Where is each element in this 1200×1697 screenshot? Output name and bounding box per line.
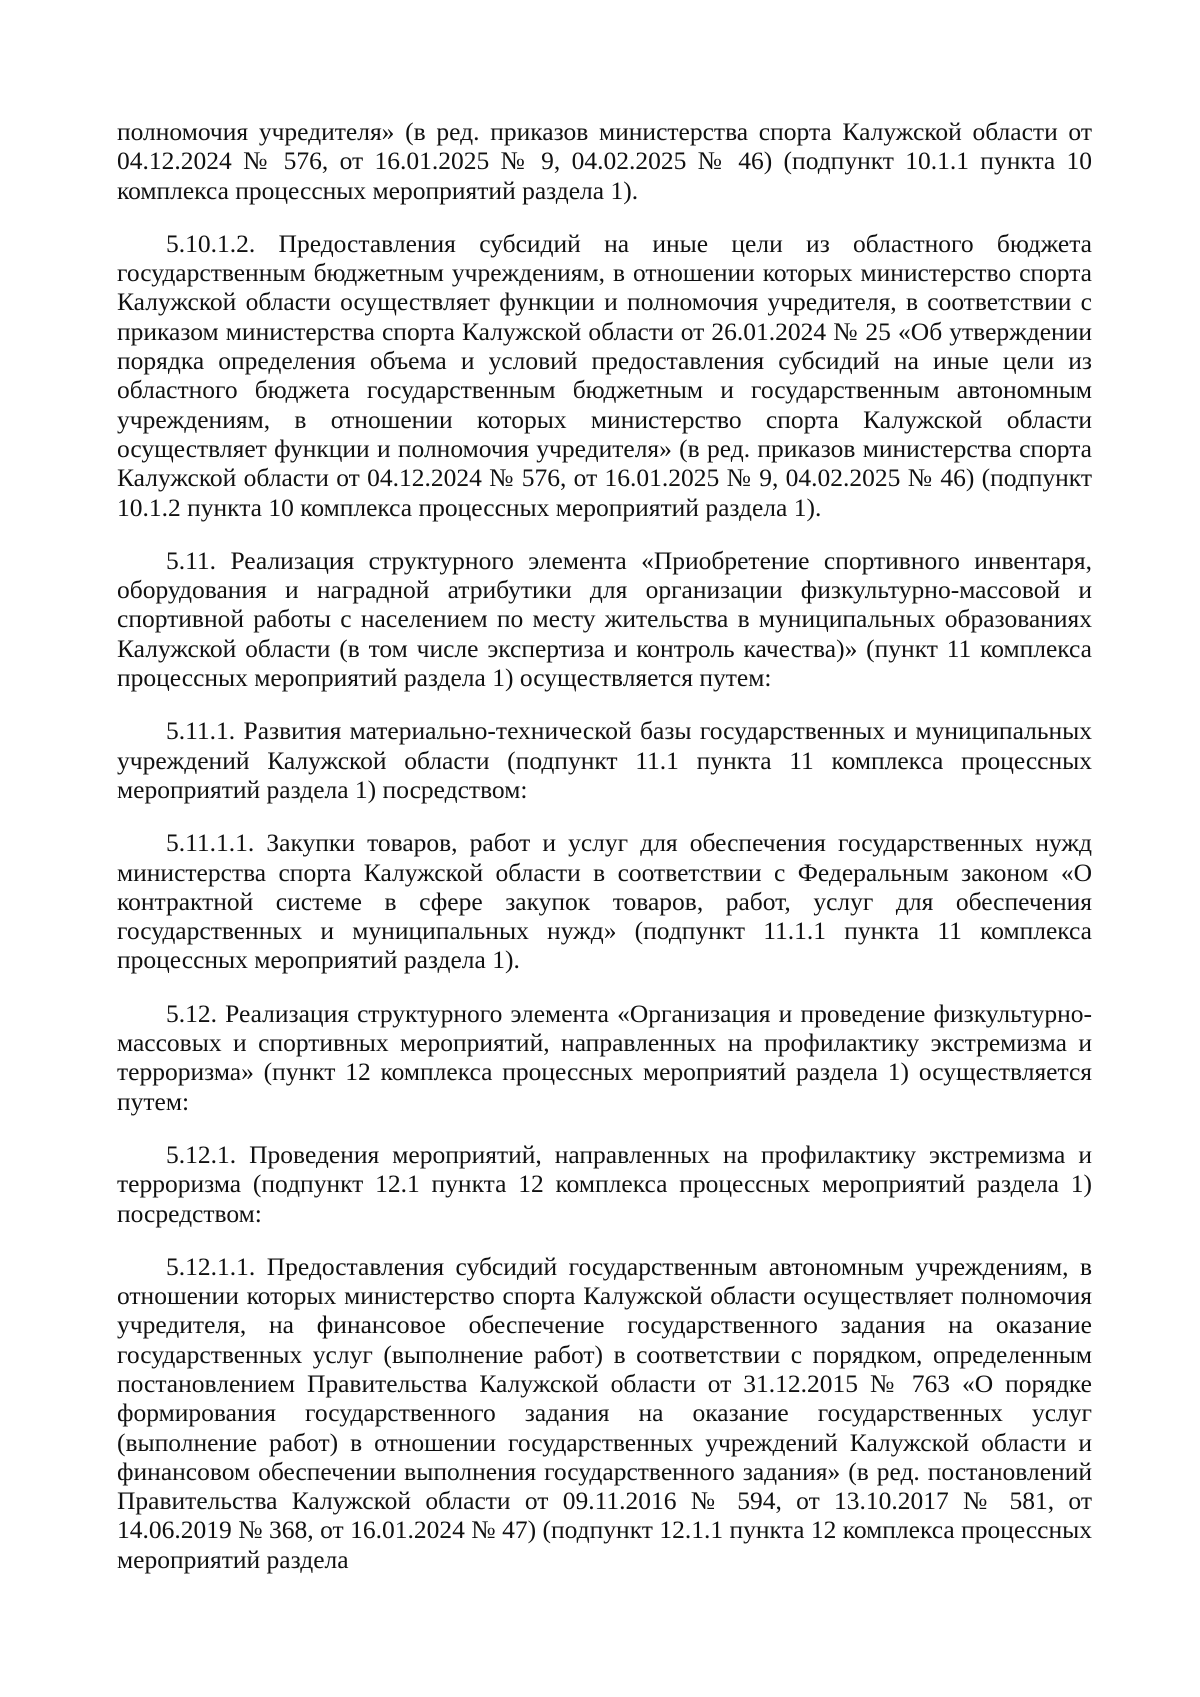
paragraph-5-12-1: 5.12.1. Проведения мероприятий, направленных на профилактику экстремизма и терроризма (подпункт 12.1 пункта 12 комплекса процессных мероприятий раздела 1) посредством: — [117, 1139, 1092, 1228]
paragraph-5-12-1-1: 5.12.1.1. Предоставления субсидий государственным автономным учреждениям, в отношении которых министерство спорта Калужской области осуществляет полномочия учредителя, на финансовое обеспечение государственного задания на оказание государственных услуг (выполнение работ) в соответствии с порядком, определенным постановлением Правительства Калужской области от 31.12.2015 № 763 «О порядке формирования государственного задания на оказание государственных услуг (выполнение работ) в отношении государственных учреждений Калужской области и финансовом обеспечении выполнения государственного задания» (в ред. постановлений Правительства Калужской области от 09.11.2016 № 594, от 13.10.2017 № 581, от 14.06.2019 № 368, от 16.01.2024 № 47) (подпункт 12.1.1 пункта 12 комплекса процессных мероприятий раздела — [117, 1251, 1092, 1574]
paragraph-continuation: полномочия учредителя» (в ред. приказов министерства спорта Калужской области от 04.12.2024 № 576, от 16.01.2025 № 9, 04.02.2025 № 46) (подпункт 10.1.1 пункта 10 комплекса процессных мероприятий раздела 1). — [117, 117, 1092, 205]
document-page — [117, 117, 1092, 1598]
paragraph-5-12: 5.12. Реализация структурного элемента «Организация и проведение физкультурно-массовых и спортивных мероприятий, направленных на профилактику экстремизма и терроризма» (пункт 12 комплекса процессных мероприятий раздела 1) осуществляется путем: — [117, 998, 1092, 1116]
paragraph-5-11: 5.11. Реализация структурного элемента «Приобретение спортивного инвентаря, оборудования и наградной атрибутики для организации физкультурно-массовой и спортивной работы с населением по месту жительства в муниципальных образованиях Калужской области (в том числе экспертиза и контроль качества)» (пункт 11 комплекса процессных мероприятий раздела 1) осуществляется путем: — [117, 545, 1092, 693]
paragraph-5-10-1-2: 5.10.1.2. Предоставления субсидий на иные цели из областного бюджета государственным бюджетным учреждениям, в отношении которых министерство спорта Калужской области осуществляет функции и полномочия учредителя, в соответствии с приказом министерства спорта Калужской области от 26.01.2024 № 25 «Об утверждении порядка определения объема и условий предоставления субсидий на иные цели из областного бюджета государственным бюджетным и государственным автономным учреждениям, в отношении которых министерство спорта Калужской области осуществляет функции и полномочия учредителя» (в ред. приказов министерства спорта Калужской области от 04.12.2024 № 576, от 16.01.2025 № 9, 04.02.2025 № 46) (подпункт 10.1.2 пункта 10 комплекса процессных мероприятий раздела 1). — [117, 228, 1092, 522]
paragraph-5-11-1: 5.11.1. Развития материально-технической базы государственных и муниципальных учреждений Калужской области (подпункт 11.1 пункта 11 комплекса процессных мероприятий раздела 1) посредством: — [117, 716, 1092, 804]
paragraph-5-11-1-1: 5.11.1.1. Закупки товаров, работ и услуг для обеспечения государственных нужд министерства спорта Калужской области в соответствии с Федеральным законом «О контрактной системе в сфере закупок товаров, работ, услуг для обеспечения государственных и муниципальных нужд» (подпункт 11.1.1 пункта 11 комплекса процессных мероприятий раздела 1). — [117, 828, 1092, 975]
